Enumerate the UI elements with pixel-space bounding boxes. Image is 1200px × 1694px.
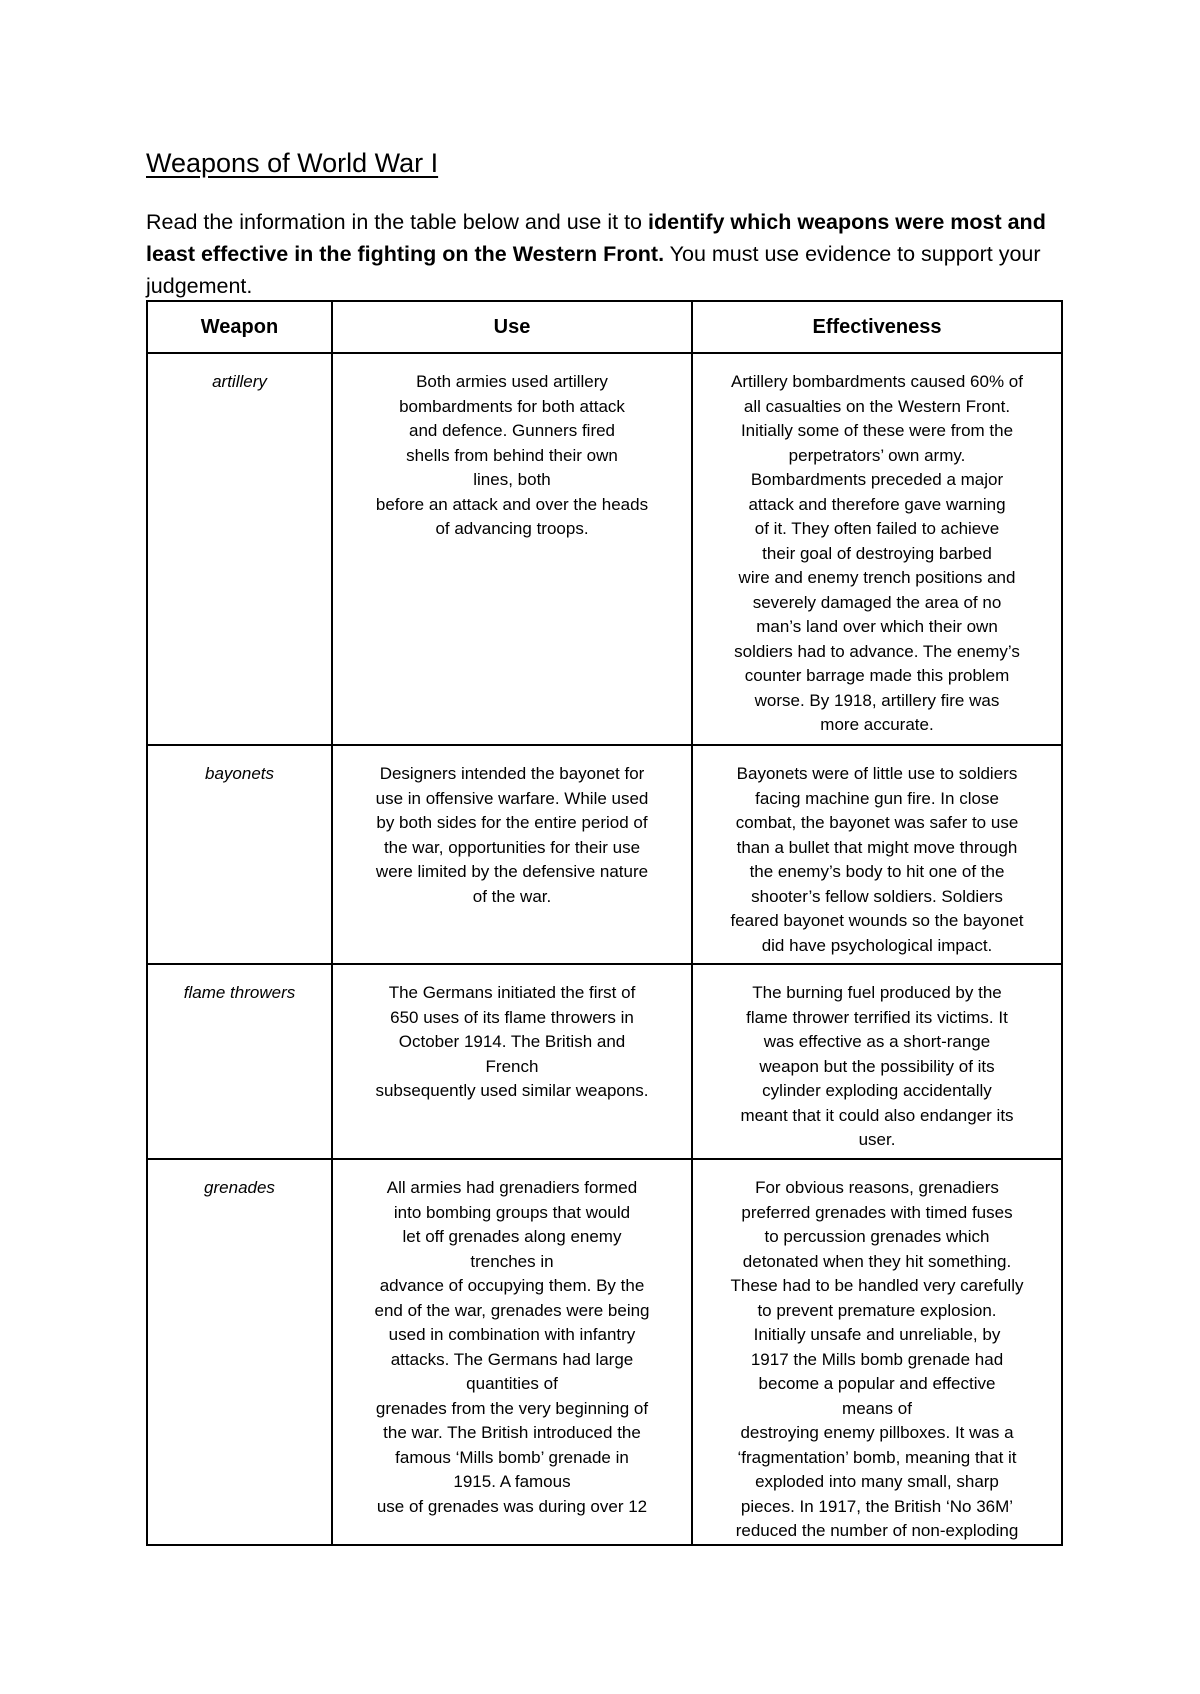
weapon-use: Designers intended the bayonet for use in offensive warfare. While used by both sides for the entire period of the war, opportunities for their use were limited by the defensive nature of the war. [332,745,692,964]
table-row [147,1159,1062,1545]
intro-text-emphasis: identify which weapons were most and least effective in the fighting on the Western Front. [146,210,1046,266]
weapon-name: grenades [147,1159,332,1545]
weapon-effectiveness: For obvious reasons, grenadiers preferred grenades with timed fuses to percussion grenades which detonated when they hit something. These had to be handled very carefully to prevent premature explosion. Initially unsafe and unreliable, by 1917 the Mills bomb grenade had become a popular and effective means of destroying enemy pillboxes. It was a ‘fragmentation’ bomb, meaning that it exploded into many small, sharp pieces. In 1917, the British ‘No 36M’ reduced the number of non-exploding [692,1159,1062,1545]
weapon-use: Both armies used artillery bombardments for both attack and defence. Gunners fired shells from behind their own lines, both before an attack and over the heads of advancing troops. [332,353,692,745]
intro-text-end: You must use evidence to support your judgement. [146,242,1041,298]
table-row [147,964,1062,1159]
weapon-effectiveness: Artillery bombardments caused 60% of all casualties on the Western Front. Initially some of these were from the perpetrators’ own army. Bombardments preceded a major attack and therefore gave warning of it. They often failed to achieve their goal of destroying barbed wire and enemy trench positions and severely damaged the area of no man’s land over which their own soldiers had to advance. The enemy’s counter barrage made this problem worse. By 1918, artillery fire was more accurate. [692,353,1062,745]
weapons-table [146,300,1063,1546]
intro-text-start: Read the information in the table below and use it to [146,210,648,234]
table-row [147,745,1062,964]
header-weapon: Weapon [147,301,332,353]
weapon-use: All armies had grenadiers formed into bombing groups that would let off grenades along enemy trenches in advance of occupying them. By the end of the war, grenades were being used in combination with infantry attacks. The Germans had large quantities of grenades from the very beginning of the war. The British introduced the famous ‘Mills bomb’ grenade in 1915. A famous use of grenades was during over 12 [332,1159,692,1545]
header-use: Use [332,301,692,353]
header-effectiveness: Effectiveness [692,301,1062,353]
table-row [147,353,1062,745]
weapon-use: The Germans initiated the first of 650 uses of its flame throwers in October 1914. The British and French subsequently used similar weapons. [332,964,692,1159]
page-title: Weapons of World War I [146,148,439,178]
weapon-name: flame throwers [147,964,332,1159]
weapon-name: artillery [147,353,332,745]
table-header-row [147,301,1062,353]
weapon-effectiveness: Bayonets were of little use to soldiers facing machine gun fire. In close combat, the bayonet was safer to use than a bullet that might move through the enemy’s body to hit one of the shooter’s fellow soldiers. Soldiers feared bayonet wounds so the bayonet did have psychological impact. [692,745,1062,964]
weapon-effectiveness: The burning fuel produced by the flame thrower terrified its victims. It was effective as a short-range weapon but the possibility of its cylinder exploding accidentally meant that it could also endanger its user. [692,964,1062,1159]
weapon-name: bayonets [147,745,332,964]
intro-paragraph [146,206,1066,302]
